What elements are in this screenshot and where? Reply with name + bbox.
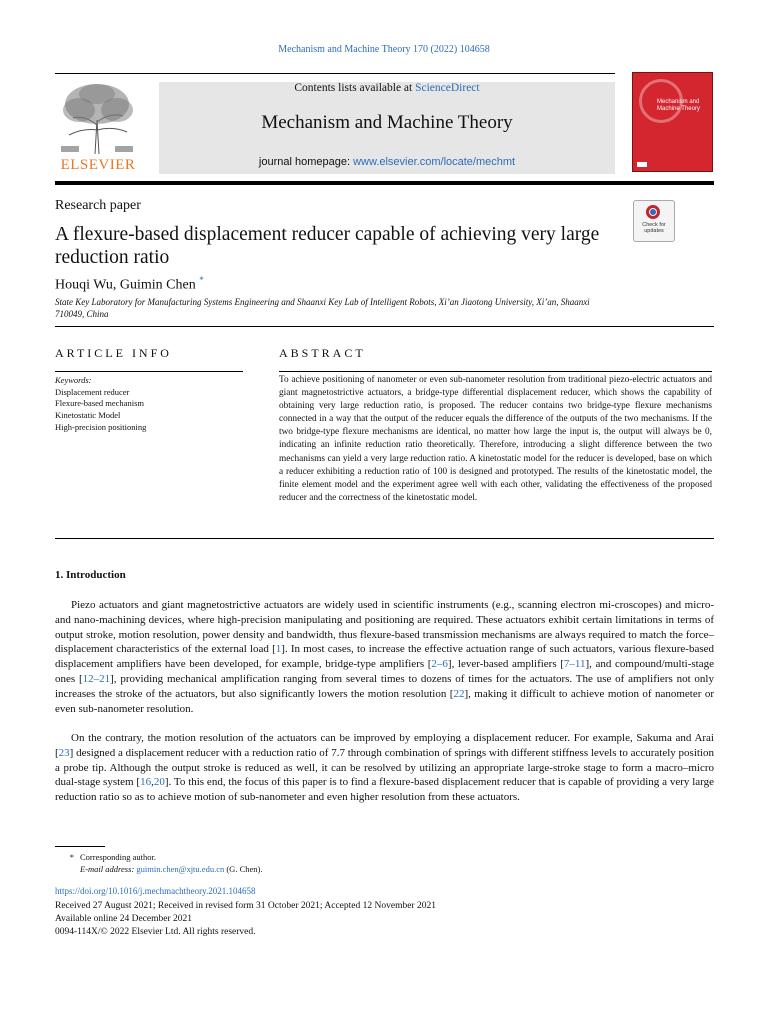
publication-metadata <box>55 900 436 939</box>
doi-link[interactable]: https://doi.org/10.1016/j.mechmachtheory.2021.104658 <box>55 886 256 896</box>
abstract-heading: ABSTRACT <box>279 346 366 360</box>
abstract-rule <box>279 371 712 372</box>
citation-link[interactable]: 16 <box>140 776 152 789</box>
keyword-item: Displacement reducer <box>55 386 130 397</box>
citation-link[interactable]: 7–11 <box>563 658 586 671</box>
paragraph-2: On the contrary, the motion resolution of the actuators can be improved by employing a displacement reducer. For example, Sakuma and Arai [23] designed a displacement reducer with a reduction ratio of 7.7 through combination of springs with different stiffness levels to accurately position a probe tip. Although the output stroke is reduced as well, it can be resolved by utilizing an appropriate large-stroke stage to form a macro–micro dual-stage system [16,20]. To this end, the focus of this paper is to find a flexure-based displacement reducer that is capable of providing a very large reduction ratio so as to achieve motion of sub-nanometer and even higher resolution from these actuators. <box>55 732 714 804</box>
email-label: E-mail address: <box>80 864 135 874</box>
article-info-heading: ARTICLE INFO <box>55 346 172 360</box>
received-dates: Received 27 August 2021; Received in revised form 31 October 2021; Accepted 12 November 2021 <box>55 901 436 911</box>
keywords-block <box>55 375 245 434</box>
header-thick-rule <box>55 181 714 185</box>
journal-banner <box>159 82 615 174</box>
abstract-text: To achieve positioning of nanometer or even sub-nanometer resolution from traditional piezo-electric actuators and giant magnetostrictive actuators, a bridge-type differential displacement reducer, which shows the capability of obtaining very large reduction ratio, is proposed. The reducer contains two bridge-type flexure mechanisms connected in a way that the output of the reducer equals the difference of the outputs of the two mechanisms. If the two bridge-type flexure mechanisms are identical, no matter how large the input is, the output will always be 0, indicating an infinite reduction ratio theoretically. Therefore, introducing a slight difference between the two mechanisms can yield a very large reduction ratio. A kinetostatic model for the reducer is developed, base on which a reducer exhibiting a reduction ratio of 100 is designed and prototyped. The results of the kinetostatic model, the finite element model and the experiment agree well with each other, validating the effectiveness of the proposed reducer and the correctness of the kinetostatic model. <box>279 375 712 503</box>
footnote: * Corresponding author. E-mail address: guimin.chen@xjtu.edu.cn (G. Chen). <box>55 851 455 875</box>
affiliation: State Key Laboratory for Manufacturing Systems Engineering and Shaanxi Key Lab of Intelligent Robots, Xi’an Jiaotong University, Xi’an, Shaanxi 710049, China <box>55 297 590 319</box>
contents-line: Contents lists available at ScienceDirect <box>294 82 480 94</box>
footnote-rule <box>55 846 105 847</box>
copyright: 0094-114X/© 2022 Elsevier Ltd. All rights reserved. <box>55 927 256 937</box>
citation-link[interactable]: 23 <box>58 746 70 759</box>
citation-link[interactable]: 2–6 <box>431 658 448 671</box>
email-link[interactable]: guimin.chen@xjtu.edu.cn <box>136 864 225 874</box>
homepage-link[interactable]: www.elsevier.com/locate/mechmt <box>353 156 516 168</box>
homepage-line: journal homepage: www.elsevier.com/locate/mechmt <box>258 156 516 168</box>
elsevier-logo[interactable] <box>55 80 141 174</box>
publisher-name: ELSEVIER <box>60 157 136 173</box>
citation-link[interactable]: 12–21 <box>82 672 111 685</box>
keyword-item: Kinetostatic Model <box>55 410 121 421</box>
article-info-rule <box>55 371 243 372</box>
keywords-label: Keywords: <box>55 375 92 385</box>
available-online: Available online 24 December 2021 <box>55 914 192 924</box>
header-rule <box>55 73 615 74</box>
keyword-item: High-precision positioning <box>55 421 147 432</box>
check-for-updates-button[interactable] <box>633 200 675 242</box>
journal-reference[interactable]: Mechanism and Machine Theory 170 (2022) 104658 <box>278 44 490 55</box>
paragraph-1: Piezo actuators and giant magnetostrictive actuators are widely used in scientific instruments (e.g., scanning electron mi-croscopes) and micro- and nano-machining devices, where high-precision manipulating and positioning are required. These actuators exhibit certain limitations in terms of output stroke, motion resolution, power density and bandwidth, thus flexure-based transmission mechanisms are always required to match the force–displacement characteristics of the external load [1]. In most cases, to increase the effective actuation range of such actuators, various flexure-based displacement amplifiers have been developed, for example, bridge-type amplifiers [2–6], lever-based amplifiers [7–11], and compound/multi-stage ones [12–21], providing mechanical amplification ranging from several times to dozens of times for the actuators. The use of amplifiers not only increases the stroke of the actuators, but also significantly lowers the motion resolution [22], making it difficult to achieve motion of nanometer or even sub-nanometer resolution. <box>55 599 714 715</box>
citation-link[interactable]: 22 <box>453 687 465 700</box>
citation-link[interactable]: 20 <box>153 776 165 789</box>
divider <box>55 326 714 327</box>
footnote-mark: * <box>69 852 74 862</box>
keyword-item: Flexure-based mechanism <box>55 398 144 409</box>
article-type: Research paper <box>55 198 141 213</box>
check-for-updates-label: Check for updates <box>642 222 666 234</box>
journal-title: Mechanism and Machine Theory <box>261 112 513 133</box>
sciencedirect-link[interactable]: ScienceDirect <box>415 82 480 94</box>
corresponding-author-mark[interactable]: * <box>199 275 204 285</box>
section-heading-introduction: 1. Introduction <box>55 569 126 581</box>
author-list: Houqi Wu, Guimin Chen * <box>55 275 204 293</box>
divider <box>55 538 714 539</box>
elsevier-tree-icon <box>55 80 141 156</box>
corresponding-author-note: Corresponding author. <box>80 852 157 862</box>
paper-title: A flexure-based displacement reducer capable of achieving very large reduction ratio <box>55 224 600 268</box>
citation-link[interactable]: 1 <box>275 643 282 656</box>
cover-title: Mechanism and Machine Theory <box>657 99 700 112</box>
journal-cover-thumbnail[interactable] <box>632 72 713 172</box>
cover-logo <box>637 162 647 167</box>
